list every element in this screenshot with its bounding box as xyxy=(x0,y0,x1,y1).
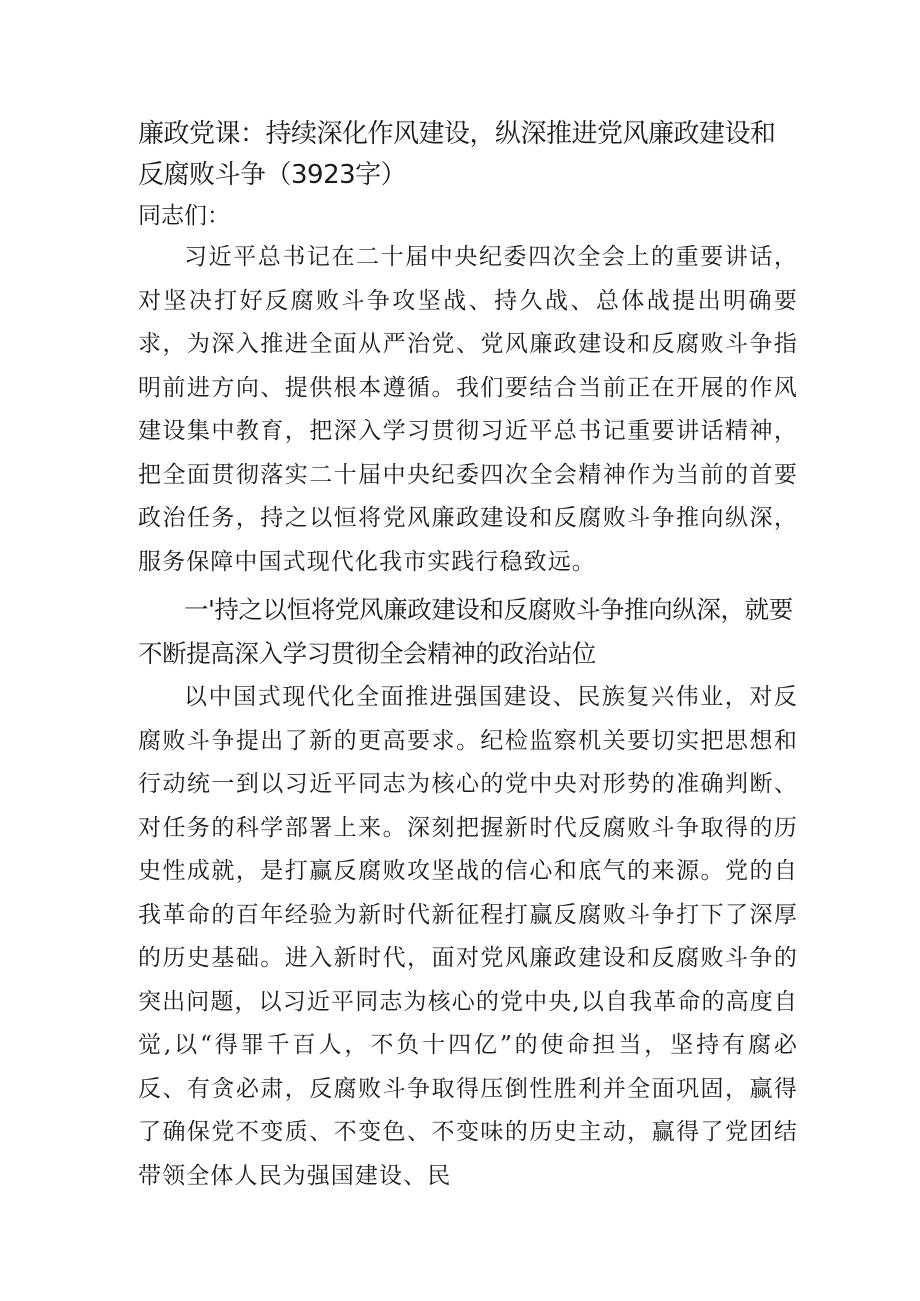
section-paragraph: 以中国式现代化全面推进强国建设、民族复兴伟业，对反腐败斗争提出了新的更高要求。纪检监察机关要切实把思想和行动统一到以习近平同志为核心的党中央对形势的准确判断、对任务的科学部署上来。深刻把握新时代反腐败斗争取得的历史性成就，是打赢反腐败攻坚战的信心和底气的来源。党的自我革命的百年经验为新时代新征程打赢反腐败斗争打下了深厚的历史基础。进入新时代，面对党风廉政建设和反腐败斗争的突出问题，以习近平同志为核心的党中央,以自我革命的高度自觉,以“得罪千百人，不负十四亿”的使命担当，坚持有腐必反、有贪必肃，反腐败斗争取得压倒性胜利并全面巩固，赢得了确保党不变质、不变色、不变味的历史主动，赢得了党团结带领全体人民为强国建设、民 xyxy=(138,684,798,1189)
intro-paragraph: 习近平总书记在二十届中央纪委四次全会上的重要讲话，对坚决打好反腐败斗争攻坚战、持久战、总体战提出明确要求，为深入推进全面从严治党、党风廉政建设和反腐败斗争指明前进方向、提供根本遵循。我们要结合当前正在开展的作风建设集中教育，把深入学习贯彻习近平总书记重要讲话精神，把全面贯彻落实二十届中央纪委四次全会精神作为当前的首要政治任务，持之以恒将党风廉政建设和反腐败斗争推向纵深，服务保障中国式现代化我市实践行稳致远。 xyxy=(138,244,798,575)
document-body xyxy=(138,114,798,1198)
salutation: 同志们： xyxy=(138,203,230,229)
section-heading: 一'持之以恒将党风廉政建设和反腐败斗争推向纵深，就要不断提高深入学习贯彻全会精神的政治站位 xyxy=(138,595,793,668)
document-title: 廉政党课：持续深化作风建设，纵深推进党风廉政建设和反腐败斗争（3923字） xyxy=(138,119,776,190)
